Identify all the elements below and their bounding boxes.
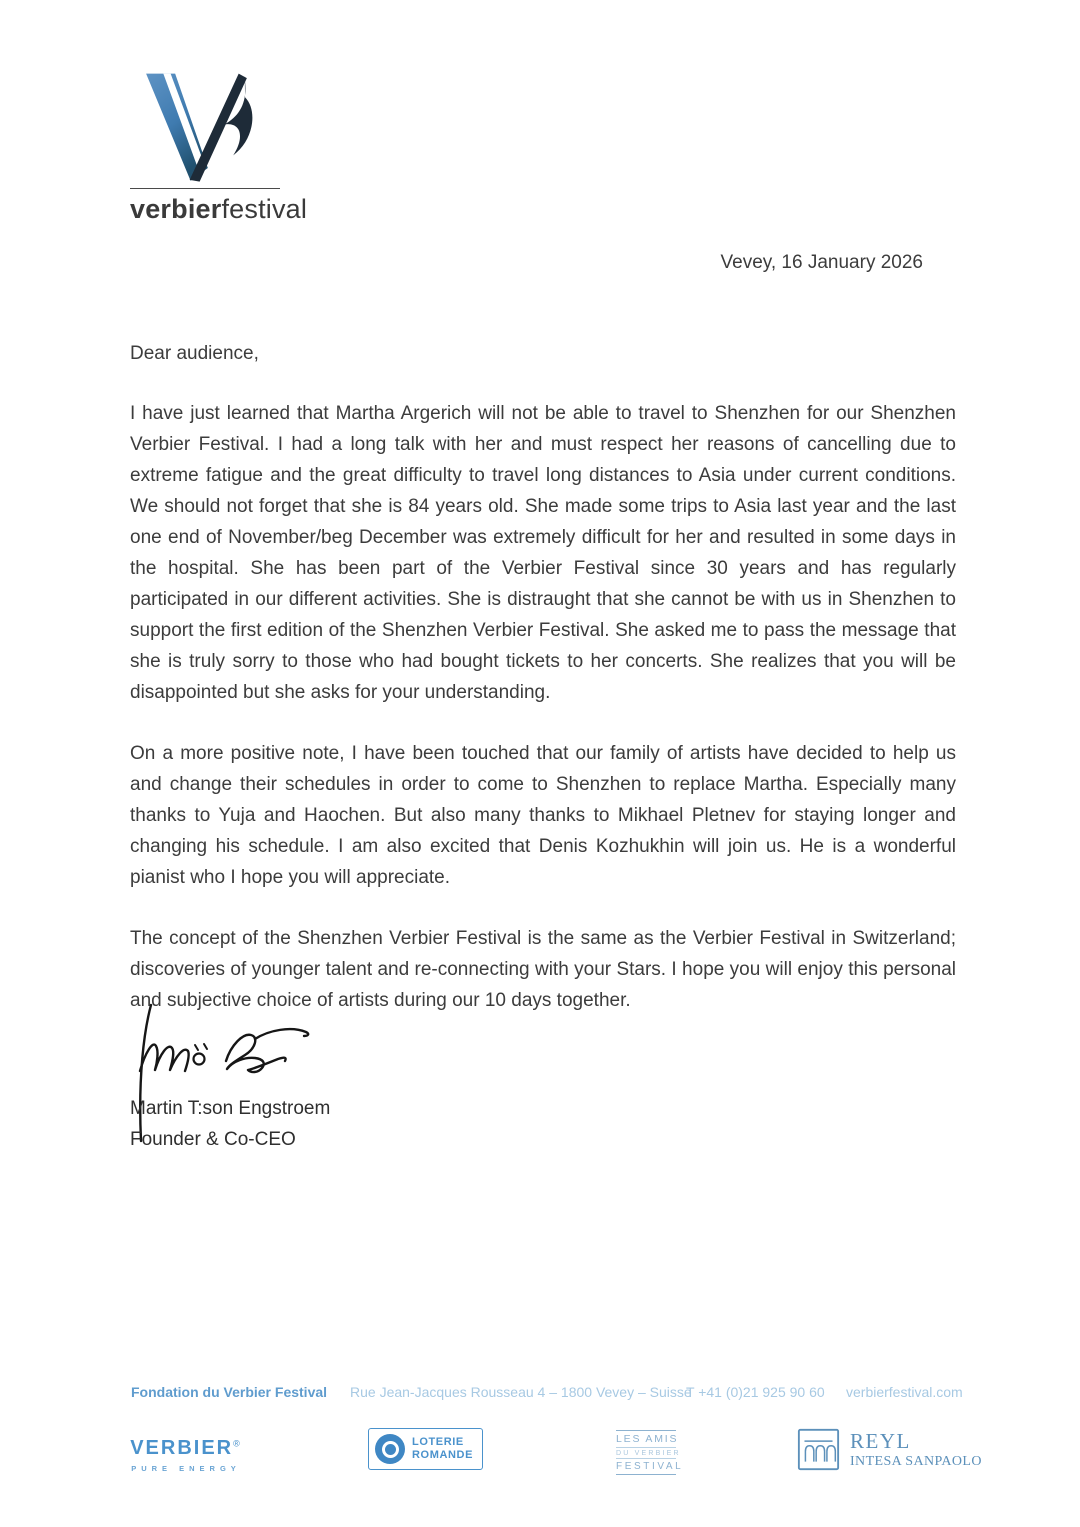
loterie-romande-text: LOTERIE ROMANDE (412, 1436, 474, 1461)
sponsor-loterie-romande-logo (368, 1428, 483, 1470)
trademark-icon: ® (233, 1438, 242, 1449)
sponsor-reyl-logo (797, 1428, 982, 1471)
signer-name: Martin T:son Engstroem (130, 1098, 331, 1119)
verbier-logo-tagline: PURE ENERGY (131, 1464, 241, 1473)
wordmark-verbier: verbier (130, 194, 222, 224)
footer-website-link[interactable]: verbierfestival.com (846, 1384, 963, 1400)
verbier-logo-text: VERBIER® (130, 1437, 242, 1459)
loterie-romande-box (368, 1428, 483, 1470)
letterhead-wordmark (130, 194, 308, 225)
footer-address: Rue Jean-Jacques Rousseau 4 – 1800 Vevey – Suisse (350, 1384, 692, 1400)
paragraph-2: On a more positive note, I have been touched that our family of artists have decided to help us and change their schedules in order to come to Shenzhen to replace Martha. Especially many thanks to Yuja and Haochen. But also many thanks to Mikhael Pletnev for staying longer and changing his schedule. I am also excited that Denis Kozhukhin will join us. He is a wonderful pianist who I hope you will appreciate. (130, 743, 956, 888)
sponsor-verbier-logo (130, 1437, 242, 1473)
les-amis-line1: LES AMIS (616, 1430, 676, 1448)
verbier-festival-logo-icon (130, 70, 282, 188)
reyl-text (850, 1428, 982, 1469)
paragraph-1: I have just learned that Martha Argerich will not be able to travel to Shenzhen for our Shenzhen Verbier Festival. I had a long talk with her and must respect her reasons of cancelling due to extreme fatigue and the great difficulty to travel long distances to Asia under current conditions. We should not forget that she is 84 years old. She made some trips to Asia last year and the last one end of November/beg December was extremely difficult for her and resulted in some days in the hospital. She has been part of the Verbier Festival since 30 years and has regularly participated in our different activities. She is distraught that she cannot be with us in Shenzhen to support the first edition of the Shenzhen Verbier Festival. She asked me to pass the message that she is truly sorry to those who had bought tickets to her concerts. She realizes that you will be disappointed but she asks for your understanding. (130, 403, 956, 703)
salutation: Dear audience, (130, 343, 259, 364)
sponsor-les-amis-logo (616, 1430, 684, 1475)
reyl-subname: INTESA SANPAOLO (850, 1453, 982, 1469)
date-line: Vevey, 16 January 2026 (720, 252, 923, 273)
letter-body (130, 338, 956, 1046)
footer-phone: T +41 (0)21 925 90 60 (686, 1384, 825, 1400)
les-amis-line3: FESTIVAL (616, 1458, 676, 1475)
footer-foundation: Fondation du Verbier Festival (131, 1384, 328, 1400)
reyl-name: REYL (850, 1428, 911, 1453)
letterhead-rule (130, 188, 280, 189)
signature-block (130, 1093, 330, 1155)
loterie-romande-circle-icon (375, 1434, 405, 1464)
les-amis-line2: DU VERBIER (616, 1450, 681, 1457)
paragraph-3: The concept of the Shenzhen Verbier Festival is the same as the Verbier Festival in Switzerland; discoveries of younger talent and re-connecting with your Stars. I hope you will enjoy this personal and subjective choice of artists during our 10 days together. (130, 928, 956, 1011)
signer-title: Founder & Co-CEO (130, 1129, 296, 1150)
reyl-arches-icon (797, 1428, 840, 1471)
letterhead (130, 70, 308, 225)
wordmark-festival: festival (221, 194, 308, 224)
